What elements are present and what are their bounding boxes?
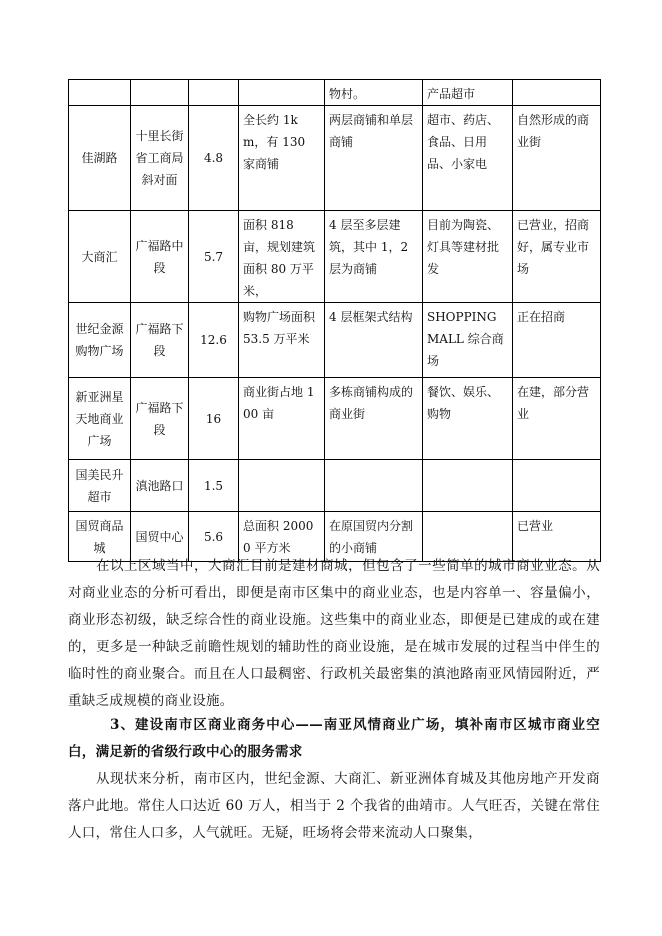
table-cell [325,106,423,211]
table-cell [513,303,601,378]
cell-text: 佳湖路 [81,151,118,165]
cell-text: 总面积 20000 平方米 [243,519,314,555]
cell-text: 在建，部分营业 [517,385,590,421]
table-cell [189,211,239,303]
table-cell [131,80,189,106]
table-cell [69,460,131,512]
cell-text: 自然形成的商业街 [517,113,590,149]
table-row [69,378,601,460]
table-cell [131,378,189,460]
cell-text: 商业街占地 100 亩 [243,385,315,421]
table-body [69,80,601,562]
table-row [69,106,601,211]
cell-text: 超市、药店、食品、日用品、小家电 [427,113,500,171]
table-cell [131,303,189,378]
table-cell [325,460,423,512]
table-cell [69,106,131,211]
table-cell [189,80,239,106]
cell-text: 16 [205,411,222,426]
cell-text: 新亚洲星天地商业广场 [75,389,124,448]
table-cell [325,378,423,460]
table-cell [423,303,513,378]
table-cell [423,106,513,211]
table-cell [189,303,239,378]
cell-text: 两层商铺和单层商铺 [329,113,414,149]
table-cell [423,80,513,106]
table-cell [239,80,325,106]
table-row [69,303,601,378]
table-cell [423,378,513,460]
table-cell [69,211,131,303]
table-cell [513,460,601,512]
table-cell [239,303,325,378]
cell-text: 广福路下段 [135,322,184,358]
cell-text: 广福路中段 [135,238,184,275]
cell-text: 国美民升超市 [75,467,124,504]
paragraph-status: 从现状来分析，南市区内，世纪金源、大商汇、新亚洲体育城及其他房地产开发商落户此地。常住人口达近 60 万人，相当于 2 个我省的曲靖市。人气旺否，关键在常住人口，常住人口多，人气就旺。无疑，旺场将会带来流动人口聚集， [68,771,600,841]
table-row [69,80,601,106]
cell-text: 全长约 1km，有 130 家商铺 [243,113,306,171]
table-cell [513,80,601,106]
table-cell [239,106,325,211]
cell-text: 12.6 [200,333,227,347]
table-cell [131,460,189,512]
table-cell [423,211,513,303]
cell-text: 正在招商 [517,310,566,324]
table-cell [513,211,601,303]
table-cell [325,80,423,106]
table-cell [69,80,131,106]
cell-text: 4 层至多层建筑，其中 1，2 层为商铺 [329,218,409,276]
cell-text: 物村。 [329,87,366,101]
cell-text: 世纪金源购物广场 [75,322,124,358]
table-cell [513,378,601,460]
commercial-table [68,79,601,562]
cell-text: 滇池路口 [135,478,184,493]
cell-text: 已营业 [517,519,554,533]
table-row [69,211,601,303]
cell-text: 购物广场面积 53.5 万平米 [243,310,316,346]
section-heading: 3、建设南市区商业商务中心——南亚风情商业广场，填补南市区城市商业空白，满足新的省级行政中心的服务需求 [68,717,600,760]
table-row [69,460,601,512]
cell-text: 国贸商品城 [75,518,124,555]
cell-text: 产品超市 [427,87,476,101]
cell-text: 十里长街省工商局斜对面 [135,129,184,187]
table-cell [239,211,325,303]
cell-text: 5.6 [203,529,224,544]
cell-text: 广福路下段 [135,400,184,437]
cell-text: 已营业，招商好，属专业市场 [517,218,590,276]
cell-text: 大商汇 [81,249,118,264]
cell-text: 4.8 [203,151,224,165]
cell-text: 餐饮、娱乐、购物 [427,385,500,421]
table-cell [325,303,423,378]
cell-text: 5.7 [203,249,224,264]
table-cell [239,460,325,512]
table-cell [69,378,131,460]
cell-text: 4 层框架式结构 [329,310,413,324]
table-cell [513,106,601,211]
table-cell [189,460,239,512]
cell-text: 在原国贸内分割的小商铺 [329,519,414,555]
table-cell [69,303,131,378]
cell-text: 1.5 [203,478,224,493]
table-cell [189,378,239,460]
table-cell [325,211,423,303]
table-cell [189,106,239,211]
table-cell [239,378,325,460]
table-cell [423,460,513,512]
cell-text: 面积 818 亩，规划建筑面积 80 万平米， [243,218,316,298]
cell-text: SHOPPING MALL 综合商场 [427,310,504,368]
table-cell [131,106,189,211]
table-cell [131,211,189,303]
cell-text: 目前为陶瓷、灯具等建材批发 [427,218,500,276]
paragraph-analysis: 在以上区域当中，大商汇目前是建材商城，但包含了一些简单的城市商业业态。从对商业业态的分析可看出，即便是南市区集中的商业业态，也是内容单一、容量偏小，商业形态初级，缺乏综合性的商业设施。这些集中的商业业态，即便是已建成的或在建的，更多是一种缺乏前瞻性规划的辅助性的商业设施，是在城市发展的过程当中伴生的临时性的商业聚合。而且在人口最稠密、行政机关最密集的滇池路南亚风情园附近，严重缺乏成规模的商业设施。 [68,558,600,709]
cell-text: 多栋商铺构成的商业街 [329,385,414,421]
cell-text: 国贸中心 [135,529,184,544]
